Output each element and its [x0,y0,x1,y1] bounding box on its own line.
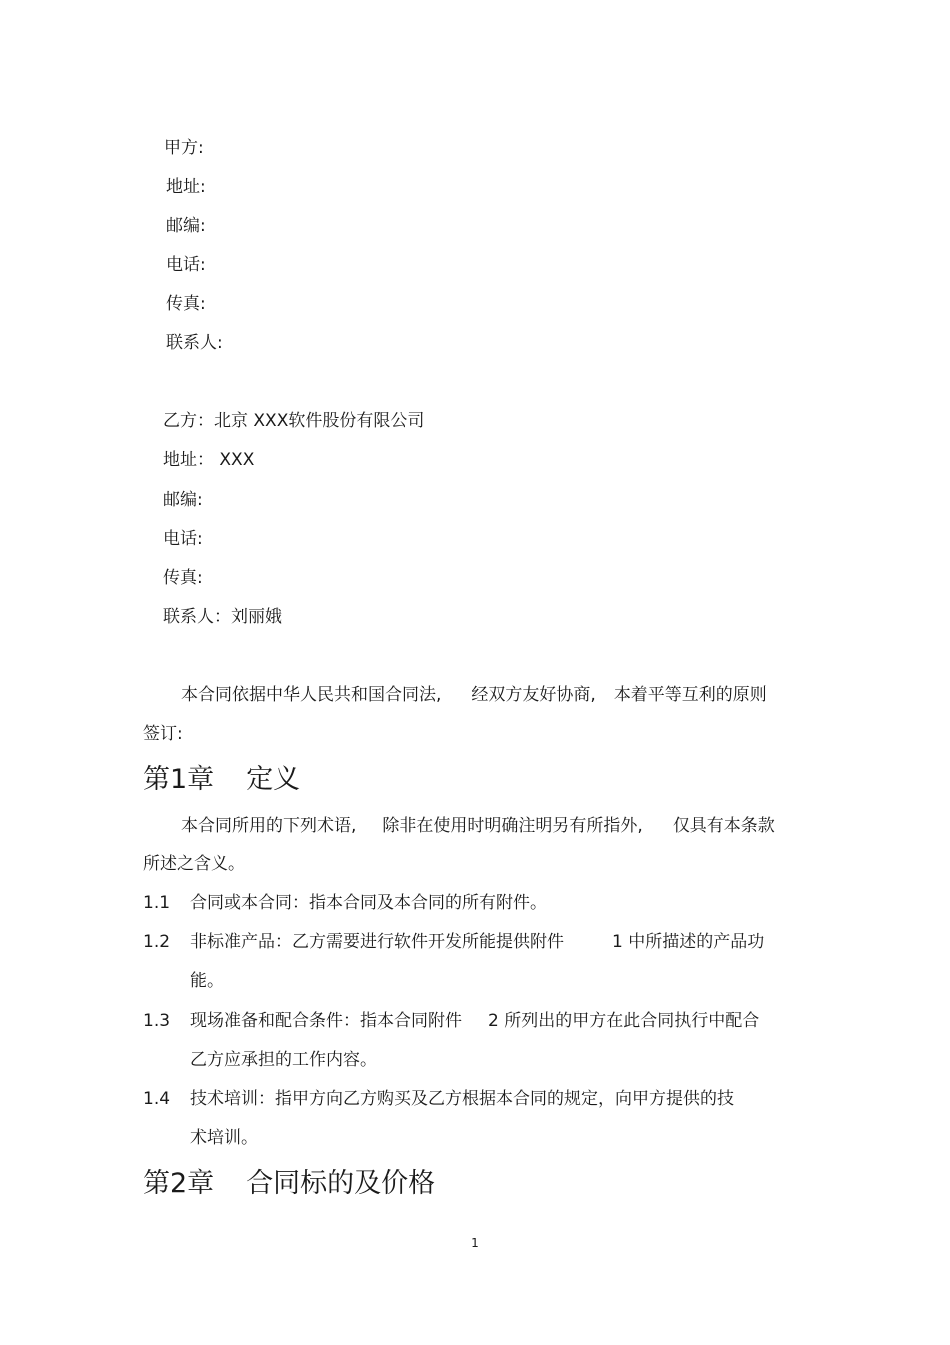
chapter-1-intro-part-2: 除非在使用时明确注明另有所指外, [382,816,643,836]
item-1-2-text-line-1 [190,931,764,953]
party-b-address-line: 地址： XXX [163,450,255,470]
party-a-postcode-label: 邮编: [166,216,206,236]
item-1-2-text-part-b: 1 中所描述的产品功 [612,932,765,952]
party-b-postcode-label: 邮编: [163,490,203,510]
page-number: 1 [471,1236,479,1250]
preamble-part-1: 本合同依据中华人民共和国合同法, [181,685,442,705]
preamble-part-2: 经双方友好协商, [471,685,596,705]
chapter-1-number: 第1章 [143,764,215,795]
item-1-4-number: 1.4 [143,1089,171,1109]
item-1-3-text-line-1 [190,1010,759,1032]
item-1-2-text-part-a: 非标准产品：乙方需要进行软件开发所能提供附件 [190,932,564,952]
chapter-1-intro-line-1 [181,815,775,837]
party-a-contact-label: 联系人: [166,333,223,353]
party-a-phone-label: 电话: [166,255,206,275]
party-b-contact-line: 联系人：刘丽娥 [163,607,282,627]
party-a-name-label: 甲方: [164,138,204,158]
item-1-3-text-line-2: 乙方应承担的工作内容。 [190,1050,377,1070]
chapter-1-heading [143,763,300,797]
item-1-2-text-line-2: 能。 [190,971,224,991]
party-b-phone-label: 电话: [163,529,203,549]
chapter-2-number: 第2章 [143,1168,215,1199]
item-1-3-text-part-b: 2 所列出的甲方在此合同执行中配合 [488,1011,760,1031]
preamble-line-2: 签订: [143,724,183,744]
item-1-3-number: 1.3 [143,1011,171,1031]
item-1-1-number: 1.1 [143,893,171,913]
party-a-address-label: 地址: [166,177,206,197]
chapter-1-intro-part-1: 本合同所用的下列术语, [181,816,357,836]
chapter-1-title: 定义 [246,764,301,795]
party-a-fax-label: 传真: [166,294,206,314]
item-1-2-number: 1.2 [143,932,171,952]
preamble-line-1 [181,684,767,706]
party-b-name-line: 乙方：北京 XXX软件股份有限公司 [163,411,425,431]
party-b-fax-label: 传真: [163,568,203,588]
chapter-1-intro-part-3: 仅具有本条款 [672,816,775,836]
item-1-1-text: 合同或本合同：指本合同及本合同的所有附件。 [190,893,547,913]
item-1-4-text-line-1: 技术培训：指甲方向乙方购买及乙方根据本合同的规定，向甲方提供的技 [190,1089,734,1109]
preamble-part-3: 本着平等互利的原则 [613,685,767,705]
item-1-4-text-line-2: 术培训。 [190,1128,258,1148]
chapter-2-heading [143,1167,435,1201]
chapter-2-title: 合同标的及价格 [246,1168,436,1199]
item-1-3-text-part-a: 现场准备和配合条件：指本合同附件 [190,1011,462,1031]
chapter-1-intro-line-2: 所述之含义。 [143,854,245,874]
